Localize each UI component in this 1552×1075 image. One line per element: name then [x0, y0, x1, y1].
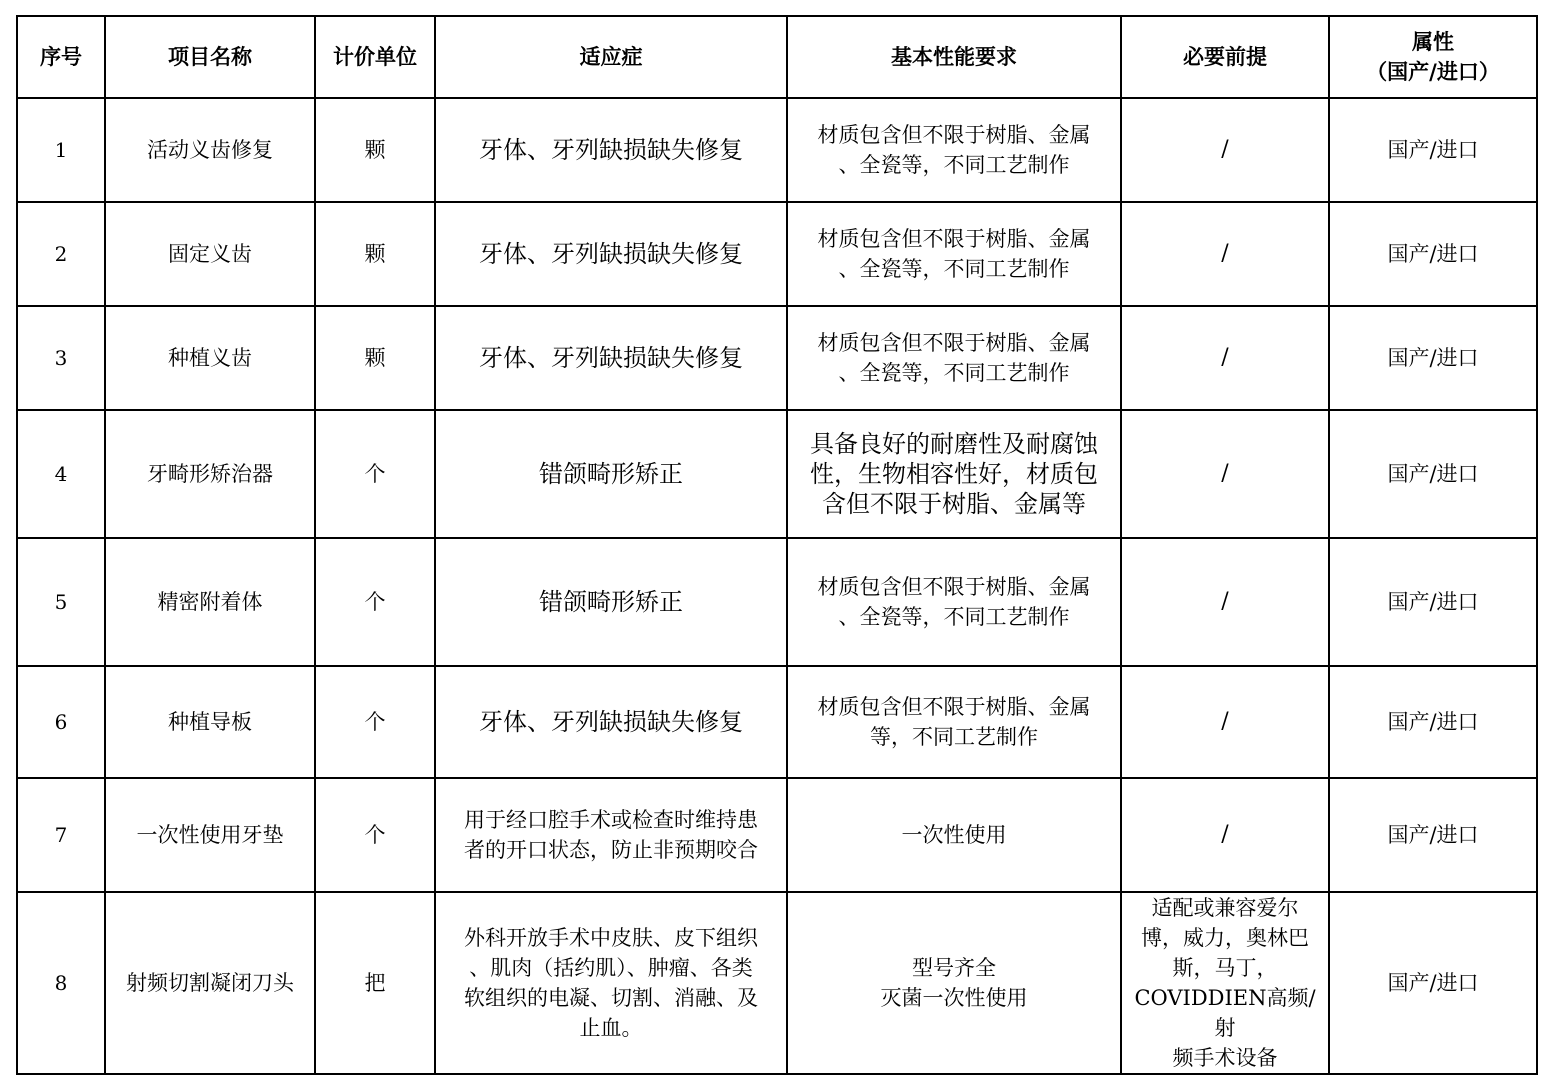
- cell-indication-line: 、肌肉（括约肌）、肿瘤、各类: [469, 956, 753, 980]
- cell-performance-line: 材质包含但不限于树脂、金属: [817, 123, 1091, 147]
- cell-prerequisite: [1121, 306, 1329, 410]
- cell-performance-line: 灭菌一次性使用: [880, 986, 1028, 1010]
- cell-prerequisite: [1121, 666, 1329, 778]
- cell-performance: [787, 202, 1121, 306]
- cell-serial: 1: [17, 98, 105, 202]
- cell-item-name: 牙畸形矫治器: [105, 410, 315, 538]
- cell-indication-line: 用于经口腔手术或检查时维持患: [464, 808, 758, 832]
- cell-item-name: 固定义齿: [105, 202, 315, 306]
- cell-performance-line: 材质包含但不限于树脂、金属: [817, 575, 1091, 599]
- cell-performance-line: 、全瓷等，不同工艺制作: [838, 153, 1070, 177]
- cell-prerequisite-line: 频手术设备: [1172, 1046, 1278, 1070]
- cell-indication-line: 牙体、牙列缺损缺失修复: [479, 708, 743, 736]
- cell-performance-line: 含但不限于树脂、金属等: [822, 490, 1086, 518]
- header-attribute-line1: 属性: [1412, 29, 1454, 54]
- cell-indication-line: 牙体、牙列缺损缺失修复: [479, 344, 743, 372]
- cell-prerequisite-line: 博，威力，奥林巴: [1141, 926, 1309, 950]
- cell-performance-line: 、全瓷等，不同工艺制作: [838, 257, 1070, 281]
- cell-performance-line: 一次性使用: [901, 823, 1007, 847]
- cell-prerequisite-line: /: [1221, 345, 1229, 370]
- cell-indication-line: 牙体、牙列缺损缺失修复: [479, 240, 743, 268]
- header-serial: 序号: [17, 16, 105, 98]
- cell-performance-line: 材质包含但不限于树脂、金属: [817, 331, 1091, 355]
- cell-serial: 8: [17, 892, 105, 1074]
- table-row: [17, 538, 1537, 666]
- cell-serial: 4: [17, 410, 105, 538]
- cell-indication: [435, 98, 787, 202]
- cell-attribute: 国产/进口: [1329, 98, 1537, 202]
- cell-prerequisite: [1121, 98, 1329, 202]
- header-indication: 适应症: [435, 16, 787, 98]
- cell-prerequisite-line: 适配或兼容爱尔: [1151, 896, 1299, 920]
- cell-indication: [435, 538, 787, 666]
- cell-indication: [435, 778, 787, 892]
- cell-performance: [787, 410, 1121, 538]
- header-prerequisite: 必要前提: [1121, 16, 1329, 98]
- cell-performance-line: 材质包含但不限于树脂、金属: [817, 227, 1091, 251]
- cell-prerequisite-line: /: [1221, 589, 1229, 614]
- cell-indication: [435, 306, 787, 410]
- cell-prerequisite-line: /: [1221, 709, 1229, 734]
- table-row: [17, 202, 1537, 306]
- cell-item-name: 一次性使用牙垫: [105, 778, 315, 892]
- cell-performance-line: 型号齐全: [912, 956, 996, 980]
- cell-performance: [787, 538, 1121, 666]
- cell-performance: [787, 98, 1121, 202]
- cell-indication-line: 者的开口状态，防止非预期咬合: [464, 838, 758, 862]
- table-row: [17, 98, 1537, 202]
- product-table: [16, 15, 1538, 1075]
- cell-serial: 3: [17, 306, 105, 410]
- cell-indication-line: 外科开放手术中皮肤、皮下组织: [464, 926, 758, 950]
- header-attribute: [1329, 16, 1537, 98]
- cell-prerequisite-line: /: [1221, 461, 1229, 486]
- table-row: [17, 306, 1537, 410]
- cell-performance-line: 性，生物相容性好，材质包: [810, 460, 1098, 488]
- cell-performance: [787, 892, 1121, 1074]
- cell-prerequisite-line: /: [1221, 241, 1229, 266]
- cell-item-name: 精密附着体: [105, 538, 315, 666]
- cell-indication-line: 止血。: [579, 1016, 643, 1040]
- cell-attribute: 国产/进口: [1329, 538, 1537, 666]
- cell-performance-line: 、全瓷等，不同工艺制作: [838, 361, 1070, 385]
- header-performance: 基本性能要求: [787, 16, 1121, 98]
- cell-serial: 6: [17, 666, 105, 778]
- cell-prerequisite-line: /: [1221, 137, 1229, 162]
- cell-unit: 个: [315, 666, 435, 778]
- cell-attribute: 国产/进口: [1329, 666, 1537, 778]
- cell-item-name: 种植导板: [105, 666, 315, 778]
- cell-item-name: 射频切割凝闭刀头: [105, 892, 315, 1074]
- cell-attribute: 国产/进口: [1329, 892, 1537, 1074]
- cell-unit: 把: [315, 892, 435, 1074]
- cell-unit: 颗: [315, 98, 435, 202]
- cell-performance-line: 材质包含但不限于树脂、金属: [817, 695, 1091, 719]
- cell-performance: [787, 306, 1121, 410]
- cell-serial: 7: [17, 778, 105, 892]
- cell-attribute: 国产/进口: [1329, 778, 1537, 892]
- cell-indication: [435, 666, 787, 778]
- cell-prerequisite-line: 斯，马丁，: [1172, 956, 1278, 980]
- cell-prerequisite: [1121, 778, 1329, 892]
- cell-attribute: 国产/进口: [1329, 202, 1537, 306]
- cell-indication: [435, 202, 787, 306]
- cell-serial: 5: [17, 538, 105, 666]
- cell-unit: 个: [315, 538, 435, 666]
- cell-prerequisite: [1121, 538, 1329, 666]
- cell-performance: [787, 778, 1121, 892]
- cell-indication-line: 牙体、牙列缺损缺失修复: [479, 136, 743, 164]
- cell-item-name: 种植义齿: [105, 306, 315, 410]
- cell-attribute: 国产/进口: [1329, 410, 1537, 538]
- table-row: [17, 666, 1537, 778]
- header-attribute-line2: （国产/进口）: [1366, 59, 1500, 84]
- cell-unit: 个: [315, 778, 435, 892]
- cell-prerequisite-line: /: [1221, 822, 1229, 847]
- table-row: [17, 778, 1537, 892]
- cell-serial: 2: [17, 202, 105, 306]
- cell-indication-line: 错颌畸形矫正: [539, 588, 683, 616]
- table-row: [17, 892, 1537, 1074]
- cell-performance-line: 等，不同工艺制作: [870, 725, 1038, 749]
- cell-performance-line: 、全瓷等，不同工艺制作: [838, 605, 1070, 629]
- cell-performance-line: 具备良好的耐磨性及耐腐蚀: [810, 430, 1098, 458]
- cell-performance: [787, 666, 1121, 778]
- table-row: [17, 410, 1537, 538]
- cell-item-name: 活动义齿修复: [105, 98, 315, 202]
- cell-unit: 颗: [315, 306, 435, 410]
- header-unit: 计价单位: [315, 16, 435, 98]
- cell-indication: [435, 892, 787, 1074]
- cell-indication-line: 错颌畸形矫正: [539, 460, 683, 488]
- table-container: [16, 15, 1538, 1075]
- cell-unit: 个: [315, 410, 435, 538]
- header-row: [17, 16, 1537, 98]
- cell-attribute: 国产/进口: [1329, 306, 1537, 410]
- cell-prerequisite: [1121, 410, 1329, 538]
- cell-prerequisite: [1121, 892, 1329, 1074]
- cell-prerequisite-line: COVIDDIEN高频/射: [1134, 986, 1316, 1040]
- cell-indication-line: 软组织的电凝、切割、消融、及: [464, 986, 758, 1010]
- header-item-name: 项目名称: [105, 16, 315, 98]
- cell-indication: [435, 410, 787, 538]
- cell-prerequisite: [1121, 202, 1329, 306]
- cell-unit: 颗: [315, 202, 435, 306]
